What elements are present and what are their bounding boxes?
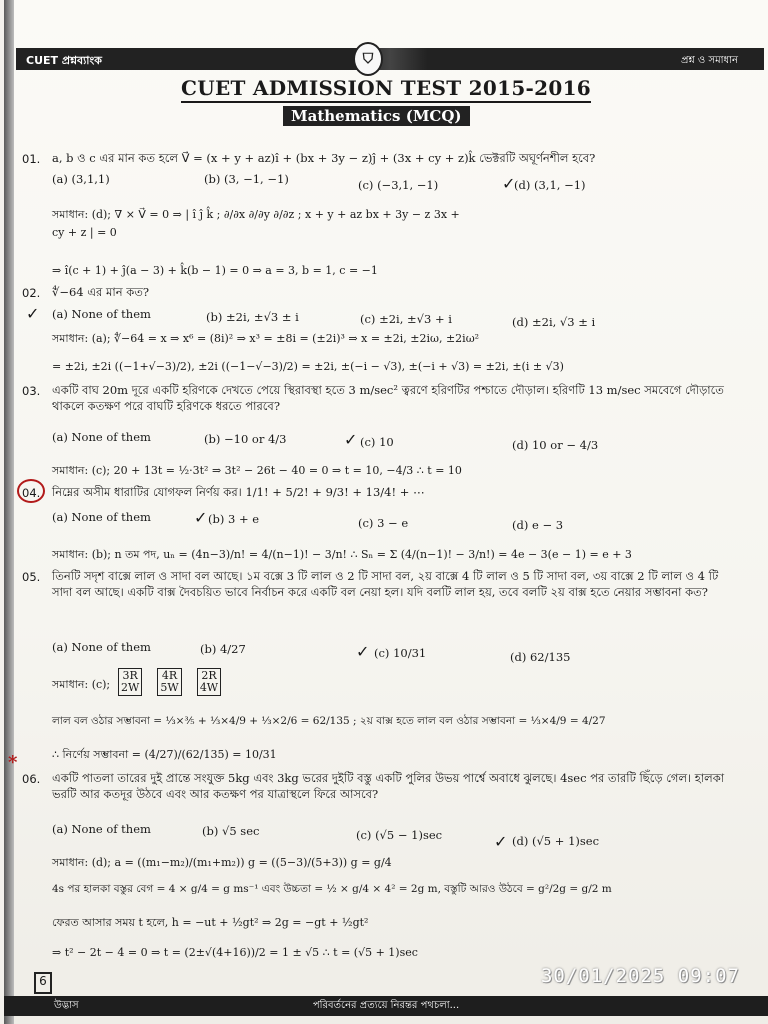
option-b: (b) 3 + e	[208, 512, 260, 526]
option-b: (b) (3, −1, −1)	[204, 172, 289, 186]
question-text: ∜−64 এর মান কত?	[52, 285, 150, 299]
tick-mark-icon: ✓	[26, 304, 40, 323]
solution-line: ⇒ t² − 2t − 4 = 0 ⇒ t = (2±√(4+16))/2 = 1 ± √5 ∴ t = (√5 + 1)sec	[52, 946, 418, 959]
option-d: (d) 10 or − 4/3	[512, 438, 599, 452]
solution-line: সমাধান: (c);	[52, 678, 111, 691]
option-d: (d) 62/135	[510, 650, 571, 664]
option-c: (c) 10	[360, 435, 394, 449]
page-title: CUET ADMISSION TEST 2015-2016	[4, 76, 768, 100]
solution-line: সমাধান: (b); n তম পদ, uₙ = (4n−3)/n! = 4/(n−1)! − 3/n! ∴ Sₙ = Σ (4/(n−1)! − 3/n!) = 4e − 3(e − 1) = e + 3	[52, 548, 632, 561]
page-sheet	[4, 0, 768, 1024]
header-right-label: প্রশ্ন ও সমাধান	[680, 55, 738, 66]
solution-line: = ±2i, ±2i ((−1+√−3)/2), ±2i ((−1−√−3)/2) = ±2i, ±(−i − √3), ±(−i + √3) = ±2i, ±(i ± √3)	[52, 360, 564, 373]
solution-line: লাল বল ওঠার সম্ভাবনা = ⅓×⅗ + ⅓×4/9 + ⅓×2/6 = 62/135 ; ২য় বাক্স হতে লাল বল ওঠার সম্ভাবনা = ⅓×4/9 = 4/27	[52, 715, 606, 727]
option-a: (a) None of them	[52, 510, 151, 524]
box-diagram	[118, 668, 231, 696]
question-number: 03.	[22, 384, 41, 398]
question-number: 05.	[22, 570, 41, 584]
option-a: (a) None of them	[52, 822, 151, 836]
solution-line: ∴ নির্ণেয় সম্ভাবনা = (4/27)/(62/135) = 10/31	[52, 748, 277, 761]
book-binding-shadow	[4, 0, 14, 1024]
solution-line: 4s পর হালকা বস্তুর বেগ = 4 × g/4 = g ms⁻¹ এবং উচ্চতা = ½ × g/4 × 4² = 2g m, বস্তুটি আরও উঠবে = g²/2g = g/2 m	[52, 883, 612, 895]
option-a: (a) None of them	[52, 640, 151, 654]
tick-mark-icon: ✓	[194, 508, 208, 527]
header-bar	[16, 48, 764, 70]
solution-line: ফেরত আসার সময় t হলে, h = −ut + ½gt² ⇒ 2g = −gt + ½gt²	[52, 916, 369, 929]
solution-line: সমাধান: (a); ∜−64 = x ⇒ x⁶ = (8i)² ⇒ x³ = ±8i = (±2i)³ ⇒ x = ±2i, ±2iω, ±2iω²	[52, 332, 480, 345]
tick-mark-icon: ✓	[502, 174, 516, 193]
question-text: একটি পাতলা তারের দুই প্রান্তে সংযুক্ত 5kg এবং 3kg ভরের দুইটি বস্তু একটি পুলির উভয় পার্শ্বে অবাধে ঝুলছে। 4sec পর তারটি ছিঁড়ে গেল। হালকা ভরটি আর কতদূর উঠবে এবং আর কতক্ষণ পর যাত্রাস্থলে ফিরে আসবে?	[52, 771, 725, 801]
box-2: 4R 5W	[157, 668, 181, 696]
box-1: 3R 2W	[118, 668, 142, 696]
solution-line: সমাধান: (d); ∇ × V⃗ = 0 ⇒ | î ĵ k̂ ; ∂/∂x ∂/∂y ∂/∂z ; x + y + az bx + 3y − z 3x + cy + z | = 0	[52, 208, 460, 239]
page-number: 6	[34, 972, 52, 994]
question-number: 06.	[22, 772, 41, 786]
tick-mark-icon: ✓	[344, 430, 358, 449]
option-b: (b) −10 or 4/3	[204, 432, 287, 446]
option-c: (c) ±2i, ±√3 + i	[360, 312, 452, 326]
page-subtitle: Mathematics (MCQ)	[283, 106, 470, 126]
red-star-mark: *	[8, 752, 18, 773]
option-a: (a) (3,1,1)	[52, 172, 110, 186]
solution-line: ⇒ î(c + 1) + ĵ(a − 3) + k̂(b − 1) = 0 ⇒ a = 3, b = 1, c = −1	[52, 264, 378, 277]
option-d: (d) e − 3	[512, 518, 564, 532]
footer-brand: উদ্ভাস	[54, 1000, 79, 1011]
box-3: 2R 4W	[197, 668, 221, 696]
option-c: (c) 10/31	[374, 646, 427, 660]
footer-slogan: পরিবর্তনের প্রত্যয়ে নিরন্তর পথচলা...	[312, 1000, 460, 1011]
solution-line: সমাধান: (d); a = ((m₁−m₂)/(m₁+m₂)) g = ((5−3)/(5+3)) g = g/4	[52, 856, 392, 869]
question-text: তিনটি সদৃশ বাক্সে লাল ও সাদা বল আছে। ১ম বক্সে 3 টি লাল ও 2 টি সাদা বল, ২য় বাক্সে 4 টি লাল ও 5 টি সাদা বল, ৩য় বাক্সে 2 টি লাল ও 4 টি সাদা বল আছে। একটি বাক্স দৈবচয়িত ভাবে নির্বাচন করে একটি বল নেয়া হল। যদি বলটি লাল হয়, তবে বলটি ২য় বাক্স হতে নেয়ার সম্ভাবনা কত?	[52, 569, 719, 599]
option-c: (c) (√5 − 1)sec	[356, 828, 443, 842]
solution-line: সমাধান: (c); 20 + 13t = ½·3t² ⇒ 3t² − 26t − 40 = 0 ⇒ t = 10, −4/3 ∴ t = 10	[52, 464, 462, 477]
option-d: (d) ±2i, √3 ± i	[512, 315, 596, 329]
question-number: 04.	[22, 486, 41, 500]
option-b: (b) 4/27	[200, 642, 246, 656]
question-text: একটি বাঘ 20m দূরে একটি হরিণকে দেখতে পেয়ে স্থিরাবস্থা হতে 3 m/sec² ত্বরণে হরিণটির পশ্চাতে দৌড়াল। হরিণটি 13 m/sec সমবেগে দৌড়াতে থাকলে কতক্ষণ পরে বাঘটি হরিণকে ধরতে পারবে?	[52, 383, 724, 413]
university-logo-icon: ⛉	[353, 42, 383, 76]
option-d: (d) (√5 + 1)sec	[512, 834, 600, 848]
photo-timestamp: 30/01/2025 09:07	[540, 965, 740, 987]
question-text: নিম্নের অসীম ধারাটির যোগফল নির্ণয় কর। 1/1! + 5/2! + 9/3! + 13/4! + ⋯	[52, 485, 425, 499]
option-c: (c) (−3,1, −1)	[358, 178, 439, 192]
option-d: (d) (3,1, −1)	[514, 178, 586, 192]
option-a: (a) None of them	[52, 307, 151, 321]
tick-mark-icon: ✓	[356, 642, 370, 661]
question-text: a, b ও c এর মান কত হলে V⃗ = (x + y + az)î + (bx + 3y − z)ĵ + (3x + cy + z)k̂ ভেক্টরটি অঘূর্ণনশীল হবে?	[52, 151, 596, 165]
option-a: (a) None of them	[52, 430, 151, 444]
option-c: (c) 3 − e	[358, 516, 409, 530]
option-b: (b) √5 sec	[202, 824, 260, 838]
option-b: (b) ±2i, ±√3 ± i	[206, 310, 299, 324]
tick-mark-icon: ✓	[494, 832, 508, 851]
header-left-label: CUET প্রশ্নব্যাংক	[26, 54, 102, 67]
question-number: 02.	[22, 286, 41, 300]
question-number: 01.	[22, 152, 41, 166]
